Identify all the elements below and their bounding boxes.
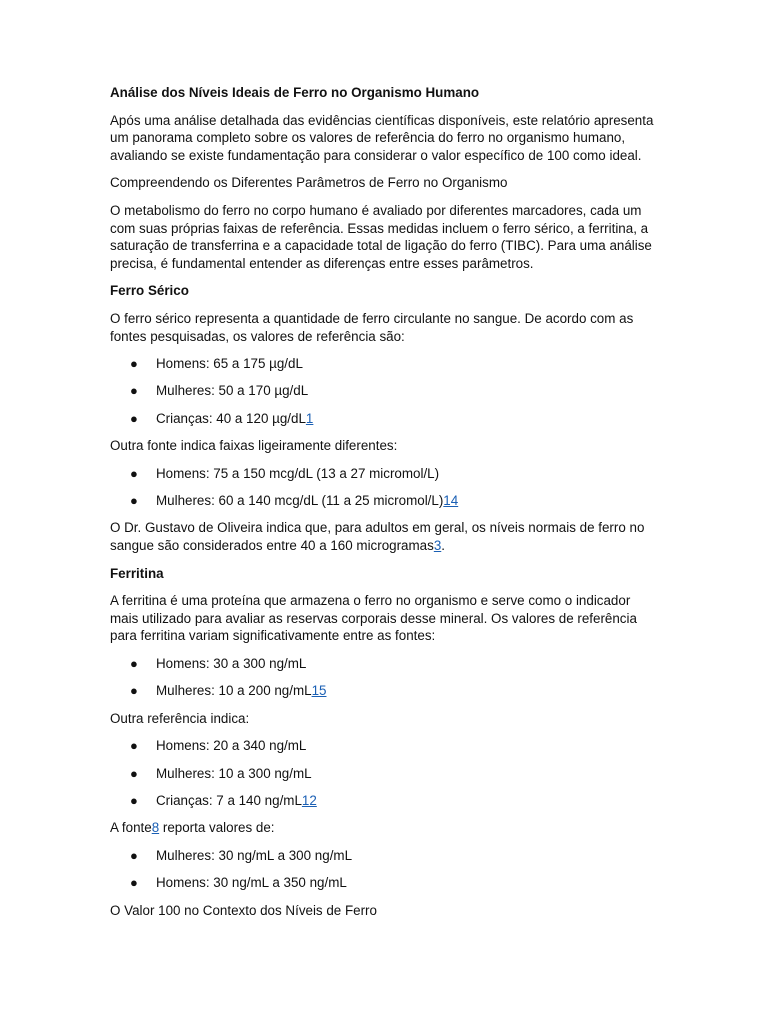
list-item: ● Homens: 20 a 340 ng/mL [130, 738, 307, 754]
list-item: ● Homens: 65 a 175 µg/dL [130, 356, 303, 372]
ferritina-list-2 [110, 737, 658, 809]
ferritina-list-1 [110, 655, 658, 700]
bullet-icon: ● [130, 465, 138, 481]
bullet-icon: ● [130, 383, 138, 399]
ferro-serico-list-1 [110, 355, 658, 427]
list-item: ● Mulheres: 10 a 200 ng/mL15 [130, 683, 327, 699]
list-item: ● Homens: 75 a 150 mcg/dL (13 a 27 micromol/L) [130, 465, 440, 481]
ferro-serico-list-2 [110, 465, 658, 510]
bullet-icon: ● [130, 847, 138, 863]
heading-ferritina: Ferritina [110, 565, 164, 581]
bullet-icon: ● [130, 875, 138, 891]
section-heading-valor-100: O Valor 100 no Contexto dos Níveis de Ferro [110, 902, 377, 918]
reference-link[interactable]: 14 [443, 492, 459, 508]
list-item: ● Mulheres: 10 a 300 ng/mL [130, 765, 312, 781]
other-reference-paragraph: Outra referência indica: [110, 710, 250, 726]
reference-link[interactable]: 12 [301, 792, 317, 808]
reference-link[interactable]: 15 [311, 683, 327, 699]
bullet-icon: ● [130, 765, 138, 781]
list-item: ● Mulheres: 60 a 140 mcg/dL (11 a 25 micromol/L)14 [130, 492, 459, 508]
ferritina-list-3 [110, 847, 658, 892]
bullet-icon: ● [130, 792, 138, 808]
dr-oliveira-paragraph: O Dr. Gustavo de Oliveira indica que, para adultos em geral, os níveis normais de ferro no sangue são considerados entre 40 a 160 microgramas3. [110, 520, 645, 554]
ferritina-paragraph: A ferritina é uma proteína que armazena o ferro no organismo e serve como o indicador mais utilizado para avaliar as reservas corporais desse mineral. Os valores de referência para ferritina variam significativamente entre as fontes: [110, 593, 637, 644]
bullet-icon: ● [130, 356, 138, 372]
bullet-icon: ● [130, 656, 138, 672]
bullet-icon: ● [130, 738, 138, 754]
bullet-icon: ● [130, 683, 138, 699]
list-item: ● Crianças: 7 a 140 ng/mL12 [130, 792, 317, 808]
list-item: ● Crianças: 40 a 120 µg/dL1 [130, 410, 314, 426]
intro-paragraph: Após uma análise detalhada das evidências científicas disponíveis, este relatório apresenta um panorama completo sobre os valores de referência do ferro no organismo humano, avaliando se existe fundamentação para considerar o valor específico de 100 como ideal. [110, 112, 654, 163]
bullet-icon: ● [130, 492, 138, 508]
list-item: ● Mulheres: 50 a 170 µg/dL [130, 383, 309, 399]
section-heading-parametros: Compreendendo os Diferentes Parâmetros de Ferro no Organismo [110, 175, 508, 191]
list-item: ● Homens: 30 a 300 ng/mL [130, 656, 307, 672]
reference-link[interactable]: 8 [151, 820, 160, 836]
heading-ferro-serico: Ferro Sérico [110, 283, 189, 299]
document-content [110, 84, 658, 929]
parametros-paragraph: O metabolismo do ferro no corpo humano é avaliado por diferentes marcadores, cada um com suas próprias faixas de referência. Essas medidas incluem o ferro sérico, a ferritina, a saturação de transferrina e a capacidade total de ligação do ferro (TIBC). Para uma análise precisa, é fundamental entender as diferenças entre esses parâmetros. [110, 202, 652, 271]
ferro-serico-paragraph: O ferro sérico representa a quantidade de ferro circulante no sangue. De acordo com as fontes pesquisadas, os valores de referência são: [110, 310, 634, 344]
list-item: ● Homens: 30 ng/mL a 350 ng/mL [130, 875, 347, 891]
fonte-8-paragraph: A fonte8 reporta valores de: [110, 820, 275, 836]
other-source-paragraph: Outra fonte indica faixas ligeiramente diferentes: [110, 438, 398, 454]
bullet-icon: ● [130, 410, 138, 426]
document-title: Análise dos Níveis Ideais de Ferro no Organismo Humano [110, 85, 480, 100]
reference-link[interactable]: 1 [305, 410, 314, 426]
reference-link[interactable]: 3 [433, 538, 442, 554]
list-item: ● Mulheres: 30 ng/mL a 300 ng/mL [130, 847, 353, 863]
